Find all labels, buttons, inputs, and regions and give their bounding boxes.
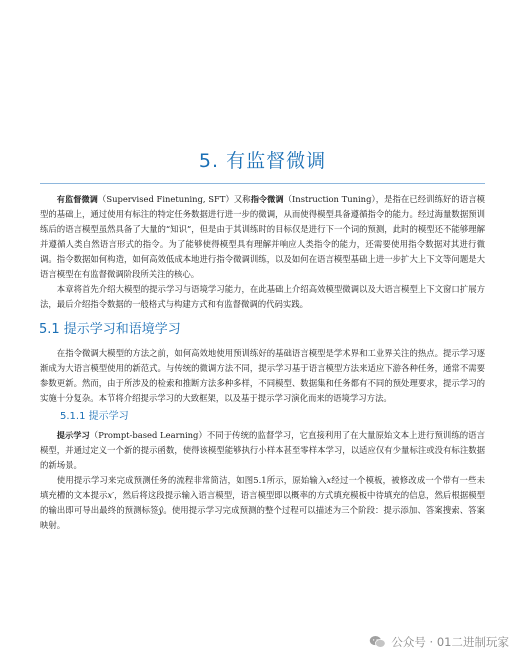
wechat-icon [369,635,386,649]
subsection-paragraph-1: 提示学习（Prompt-based Learning）不同于传统的监督学习，它直接利用了在大量原始文本上进行预训练的语言模型，并通过定义一个新的提示函数，使得该模型能够执行小样本甚至零样本学习，以适应仅有少量标注或没有标注数据的新场景。 [40,430,485,470]
intro-paragraph-2: 本章将首先介绍大模型的提示学习与语境学习能力，在此基础上介绍高效模型微调以及大语言模型上下文窗口扩展方法，最后介绍指令数据的一般格式与构建方式和有监督微调的代码实践。 [40,284,485,309]
document-body [40,192,485,533]
subsection-heading-5-1-1: 5.1.1 提示学习 [60,411,129,422]
chapter-title: 5. 有监督微调 [198,150,327,172]
intro-paragraph-1: 有监督微调（Supervised Finetuning, SFT）又称指令微调（Instruction Tuning），是指在已经训练好的语言模型的基础上，通过使用有标注的特定任务数据进行进一步的微调，从而使得模型具备遵循指令的能力。经过海量数据预训练后的语言模型虽然具备了大量的“知识”，但是由于其训练时的目标仅是进行下一个词的预测，此时的模型还不能够理解并遵循人类自然语言形式的指令。为了能够使得模型具有理解并响应人类指令的能力，还需要使用指令数据对其进行微调。指令数据如何构造，如何高效低成本地进行指令微调训练，以及如何在语言模型基础上进一步扩大上下文等问题是大语言模型在有监督微调阶段所关注的核心。 [40,194,485,279]
section-5-1-paragraph: 在指令微调大模型的方法之前，如何高效地使用预训练好的基础语言模型是学术界和工业界关注的热点。提示学习逐渐成为大语言模型使用的新范式。与传统的微调方法不同，提示学习基于语言模型方法来适应下游各种任务，通常不需要参数更新。然而，由于所涉及的检索和推断方法多种多样，不同模型、数据集和任务都有不同的预处理要求，提示学习的实施十分复杂。本节将介绍提示学习的大致框架，以及基于提示学习演化而来的语境学习方法。 [40,348,485,403]
term-prompt-learning: 提示学习 [56,430,90,440]
title-divider [40,183,485,184]
section-heading-5-1: 5.1 提示学习和语境学习 [39,322,181,337]
watermark-text: 公众号 · 01二进制玩家 [391,635,509,649]
watermark [369,634,509,650]
term-sft: 有监督微调 [56,194,98,204]
term-instruction-tuning: 指令微调 [250,194,284,204]
subsection-paragraph-2: 使用提示学习来完成预测任务的流程非常简洁，如图5.1所示，原始输入x经过一个模板，被修改成一个带有一些未填充槽的文本提示x′，然后将这段提示输入语言模型，语言模型即以概率的方式填充模板中待填充的信息，然后根据模型的输出即可导出最终的预测标签ŷ。使用提示学习完成预测的整个过程可以描述为三个阶段：提示添加、答案搜索、答案映射。 [40,475,486,530]
